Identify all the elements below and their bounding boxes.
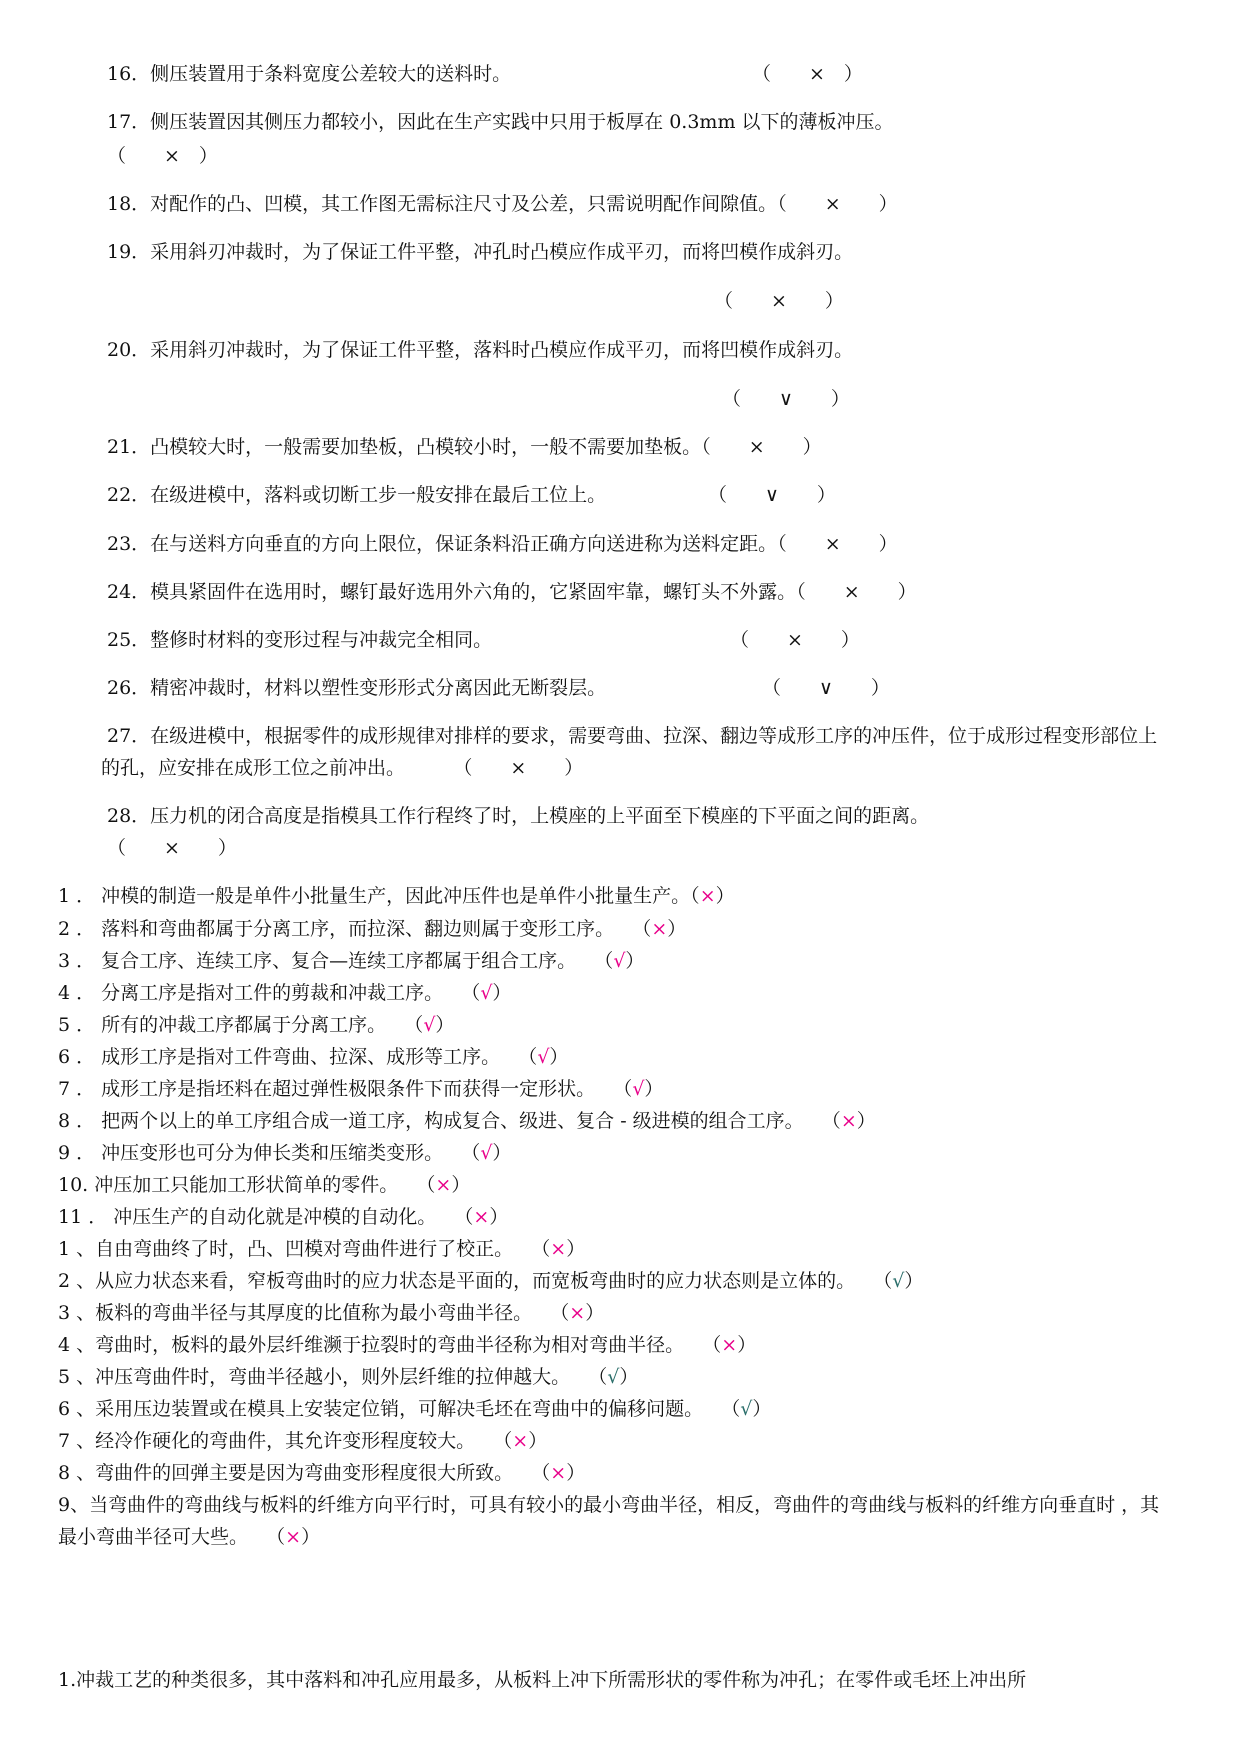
mark-b8: × <box>840 1110 857 1132</box>
mark-b4: √ <box>480 982 493 1004</box>
mark-c5: √ <box>607 1366 620 1388</box>
list-item-c9: 9、当弯曲件的弯曲线与板料的纤维方向平行时，可具有较小的最小弯曲半径，相反，弯曲件的弯曲线与板料的纤维方向垂直时 ，其最小弯曲半径可大些。 （×） <box>58 1494 1160 1548</box>
mark-b1: × <box>699 885 716 907</box>
list-item-b8: 8 ． 把两个以上的单工序组合成一道工序，构成复合、级进、复合 - 级进模的组合工序。 （×） <box>58 1110 876 1132</box>
list-item-b6: 6 ． 成形工序是指对工件弯曲、拉深、成形等工序。 （√） <box>58 1046 569 1068</box>
mark-b7: √ <box>632 1078 645 1100</box>
mark-b10: × <box>435 1174 452 1196</box>
question-27: 27．在级进模中，根据零件的成形规律对排样的要求，需要弯曲、拉深、翻边等成形工序的冲压件，位于成形过程变形部位上的孔，应安排在成形工位之前冲出。 （ × ） <box>101 725 1158 779</box>
question-18: 18．对配作的凸、凹模，其工作图无需标注尺寸及公差，只需说明配作间隙值。（ × ） <box>107 193 898 215</box>
list-item-c2: 2 、从应力状态来看，窄板弯曲时的应力状态是平面的，而宽板弯曲时的应力状态则是立体的。 （√） <box>58 1270 924 1292</box>
answer-27: （ × ） <box>453 757 584 779</box>
list-item-c3: 3 、板料的弯曲半径与其厚度的比值称为最小弯曲半径。 （×） <box>58 1302 605 1324</box>
mark-c4: × <box>721 1334 738 1356</box>
list-item-c8: 8 、弯曲件的回弹主要是因为弯曲变形程度很大所致。 （×） <box>58 1462 586 1484</box>
list-item-b11: 11 ． 冲压生产的自动化就是冲模的自动化。 （×） <box>58 1206 509 1228</box>
list-item-b5: 5 ． 所有的冲裁工序都属于分离工序。 （√） <box>58 1014 455 1036</box>
answer-20: （ ∨ ） <box>722 388 850 410</box>
answer-22: （ ∨ ） <box>708 484 836 506</box>
question-22: 22．在级进模中，落料或切断工步一般安排在最后工位上。 <box>107 484 607 506</box>
list-item-c4: 4 、弯曲时，板料的最外层纤维濒于拉裂时的弯曲半径称为相对弯曲半径。 （×） <box>58 1334 757 1356</box>
mark-c3: × <box>569 1302 586 1324</box>
mark-b5: √ <box>423 1014 436 1036</box>
mark-b9: √ <box>480 1142 493 1164</box>
list-item-b2: 2 ． 落料和弯曲都属于分离工序，而拉深、翻边则属于变形工序。 （×） <box>58 918 687 940</box>
mark-c6: √ <box>740 1398 753 1420</box>
answer-18: （ × ） <box>777 193 898 215</box>
mark-b6: √ <box>537 1046 550 1068</box>
question-28: 28．压力机的闭合高度是指模具工作行程终了时，上模座的上平面至下模座的下平面之间的距离。 <box>107 805 930 827</box>
question-24: 24．模具紧固件在选用时，螺钉最好选用外六角的，它紧固牢靠，螺钉头不外露。（ × ） <box>107 581 917 603</box>
list-item-c6: 6 、采用压边装置或在模具上安装定位销，可解决毛坯在弯曲中的偏移问题。 （√） <box>58 1398 772 1420</box>
list-item-b9: 9 ． 冲压变形也可分为伸长类和压缩类变形。 （√） <box>58 1142 512 1164</box>
footer-line: 1.冲裁工艺的种类很多，其中落料和冲孔应用最多，从板料上冲下所需形状的零件称为冲孔；在零件或毛坯上冲出所 <box>58 1669 1027 1691</box>
mark-b11: × <box>473 1206 490 1228</box>
answer-17: （ × ） <box>107 145 218 167</box>
question-21: 21．凸模较大时，一般需要加垫板，凸模较小时，一般不需要加垫板。（ × ） <box>107 436 822 458</box>
question-26: 26．精密冲裁时，材料以塑性变形形式分离因此无断裂层。 <box>107 677 607 699</box>
list-item-b4: 4 ． 分离工序是指对工件的剪裁和冲裁工序。 （√） <box>58 982 512 1004</box>
mark-b2: × <box>651 918 668 940</box>
answer-26: （ ∨ ） <box>762 677 890 699</box>
question-20: 20．采用斜刃冲裁时，为了保证工件平整，落料时凸模应作成平刃，而将凹模作成斜刃。 <box>107 339 854 361</box>
list-item-c5: 5 、冲压弯曲件时，弯曲半径越小，则外层纤维的拉伸越大。 （√） <box>58 1366 639 1388</box>
mark-c7: × <box>512 1430 529 1452</box>
answer-23: （ × ） <box>777 533 898 555</box>
answer-16: （ × ） <box>752 63 863 85</box>
question-19: 19．采用斜刃冲裁时，为了保证工件平整，冲孔时凸模应作成平刃，而将凹模作成斜刃。 <box>107 241 854 263</box>
list-item-c7: 7 、经冷作硬化的弯曲件，其允许变形程度较大。 （×） <box>58 1430 548 1452</box>
list-item-c1: 1 、自由弯曲终了时，凸、凹模对弯曲件进行了校正。 （×） <box>58 1238 586 1260</box>
question-25: 25．整修时材料的变形过程与冲裁完全相同。 <box>107 629 493 651</box>
answer-28: （ × ） <box>107 837 237 859</box>
answer-24: （ × ） <box>796 581 917 603</box>
mark-c2: √ <box>892 1270 905 1292</box>
list-item-b1: 1 ． 冲模的制造一般是单件小批量生产，因此冲压件也是单件小批量生产。（×） <box>58 885 735 907</box>
list-item-b7: 7 ． 成形工序是指坯料在超过弹性极限条件下而获得一定形状。 （√） <box>58 1078 664 1100</box>
list-item-b10: 10. 冲压加工只能加工形状简单的零件。 （×） <box>58 1174 471 1196</box>
mark-c8: × <box>550 1462 567 1484</box>
list-item-b3: 3 ． 复合工序、连续工序、复合—连续工序都属于组合工序。 （√） <box>58 950 645 972</box>
question-23: 23．在与送料方向垂直的方向上限位，保证条料沿正确方向送进称为送料定距。（ × ） <box>107 533 898 555</box>
mark-b3: √ <box>613 950 626 972</box>
question-17: 17．侧压装置因其侧压力都较小，因此在生产实践中只用于板厚在 0.3mm 以下的薄板冲压。 <box>107 111 894 133</box>
answer-19: （ × ） <box>714 290 844 312</box>
answer-25: （ × ） <box>730 629 860 651</box>
mark-c1: × <box>550 1238 567 1260</box>
question-16: 16．侧压装置用于条料宽度公差较大的送料时。 <box>107 63 512 85</box>
mark-c9: × <box>285 1526 302 1548</box>
answer-21: （ × ） <box>701 436 822 458</box>
